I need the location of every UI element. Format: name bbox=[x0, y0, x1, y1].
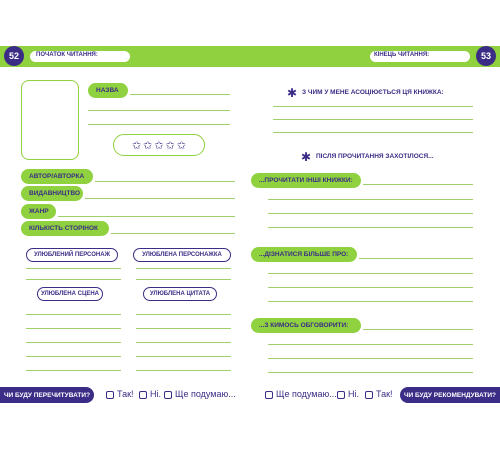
want-read-line[interactable] bbox=[268, 227, 473, 228]
fav-quote-label: УЛЮБЛЕНА ЦИТАТА bbox=[143, 287, 217, 301]
fav-quote-line[interactable] bbox=[136, 328, 231, 329]
fav-quote-line[interactable] bbox=[136, 342, 231, 343]
after-reading-heading: ПІСЛЯ ПРОЧИТАННЯ ЗАХОТІЛОСЯ... bbox=[316, 153, 434, 160]
fav-character-line[interactable] bbox=[26, 268, 121, 269]
fav-scene-line[interactable] bbox=[26, 370, 121, 371]
want-learn-line[interactable] bbox=[359, 258, 473, 259]
fav-character-label: УЛЮБЛЕНИЙ ПЕРСОНАЖ bbox=[26, 248, 118, 262]
title-line-2[interactable] bbox=[88, 110, 230, 111]
title-line-3[interactable] bbox=[88, 124, 230, 125]
fav-quote-line[interactable] bbox=[136, 356, 231, 357]
recommend-maybe-checkbox[interactable] bbox=[265, 391, 273, 399]
rating-box[interactable] bbox=[113, 134, 205, 156]
genre-line[interactable] bbox=[58, 216, 235, 217]
want-learn-line[interactable] bbox=[268, 273, 473, 274]
fav-character-f-line[interactable] bbox=[136, 279, 231, 280]
want-learn-line[interactable] bbox=[268, 301, 473, 302]
star-icon[interactable]: ✩ bbox=[131, 139, 142, 152]
fav-scene-line[interactable] bbox=[26, 356, 121, 357]
want-learn-line[interactable] bbox=[268, 287, 473, 288]
fav-character-f-label: УЛЮБЛЕНА ПЕРСОНАЖКА bbox=[133, 248, 231, 262]
star-icon[interactable]: ✩ bbox=[143, 139, 153, 152]
fav-quote-line[interactable] bbox=[136, 314, 231, 315]
fav-scene-line[interactable] bbox=[26, 314, 121, 315]
associations-line[interactable] bbox=[273, 106, 473, 107]
fav-scene-line[interactable] bbox=[26, 328, 121, 329]
star-icon[interactable]: ✩ bbox=[176, 139, 187, 152]
pages-label: КІЛЬКІСТЬ СТОРІНОК bbox=[21, 221, 109, 236]
end-date-label: КІНЕЦЬ ЧИТАННЯ: bbox=[374, 52, 430, 58]
reread-no-checkbox[interactable] bbox=[139, 391, 147, 399]
title-line[interactable] bbox=[130, 94, 230, 95]
associations-line[interactable] bbox=[273, 132, 473, 133]
start-date-label: ПОЧАТОК ЧИТАННЯ: bbox=[36, 52, 98, 58]
snowflake-icon: ✱ bbox=[301, 150, 312, 164]
want-discuss-label: ...З КИМОСЬ ОБГОВОРИТИ: bbox=[251, 318, 361, 333]
recommend-yes-checkbox[interactable] bbox=[365, 391, 373, 399]
reread-maybe-label: Ще подумаю... bbox=[175, 389, 236, 399]
want-read-line[interactable] bbox=[363, 184, 473, 185]
recommend-no-checkbox[interactable] bbox=[337, 391, 345, 399]
publisher-label: ВИДАВНИЦТВО bbox=[21, 186, 83, 201]
publisher-line[interactable] bbox=[85, 198, 235, 199]
book-cover-frame[interactable] bbox=[21, 80, 79, 160]
fav-scene-line[interactable] bbox=[26, 342, 121, 343]
recommend-yes-label: Так! bbox=[376, 389, 393, 399]
recommend-no-label: Ні. bbox=[348, 389, 359, 399]
reread-question: ЧИ БУДУ ПЕРЕЧИТУВАТИ? bbox=[0, 387, 94, 403]
want-discuss-line[interactable] bbox=[268, 358, 473, 359]
star-icon[interactable]: ✩ bbox=[154, 139, 164, 152]
reread-no-label: Ні. bbox=[150, 389, 161, 399]
want-discuss-line[interactable] bbox=[268, 344, 473, 345]
recommend-question: ЧИ БУДУ РЕКОМЕНДУВАТИ? bbox=[400, 387, 500, 403]
recommend-maybe-label: Ще подумаю... bbox=[276, 389, 337, 399]
associations-line[interactable] bbox=[273, 119, 473, 120]
want-discuss-line[interactable] bbox=[363, 329, 473, 330]
snowflake-icon: ✱ bbox=[287, 86, 298, 100]
fav-character-line[interactable] bbox=[26, 279, 121, 280]
genre-label: ЖАНР bbox=[21, 204, 56, 219]
want-discuss-line[interactable] bbox=[268, 372, 473, 373]
title-label: НАЗВА bbox=[88, 83, 128, 98]
page-number-right: 53 bbox=[476, 46, 496, 66]
associations-heading: З ЧИМ У МЕНЕ АСОЦІЮЄТЬСЯ ЦЯ КНИЖКА: bbox=[302, 89, 444, 96]
fav-quote-line[interactable] bbox=[136, 370, 231, 371]
fav-character-f-line[interactable] bbox=[136, 268, 231, 269]
pages-line[interactable] bbox=[111, 233, 235, 234]
want-read-line[interactable] bbox=[268, 199, 473, 200]
want-read-line[interactable] bbox=[268, 213, 473, 214]
reread-yes-label: Так! bbox=[117, 389, 134, 399]
want-learn-label: ...ДІЗНАТИСЯ БІЛЬШЕ ПРО: bbox=[251, 247, 357, 262]
star-icon[interactable]: ✩ bbox=[165, 139, 175, 152]
reread-yes-checkbox[interactable] bbox=[106, 391, 114, 399]
author-line[interactable] bbox=[95, 181, 235, 182]
want-read-label: ...ПРОЧИТАТИ ІНШІ КНИЖКИ: bbox=[251, 173, 361, 188]
fav-scene-label: УЛЮБЛЕНА СЦЕНА bbox=[37, 287, 103, 301]
page-number-left: 52 bbox=[4, 46, 24, 66]
reread-maybe-checkbox[interactable] bbox=[164, 391, 172, 399]
author-label: АВТОР/АВТОРКА bbox=[21, 169, 93, 184]
